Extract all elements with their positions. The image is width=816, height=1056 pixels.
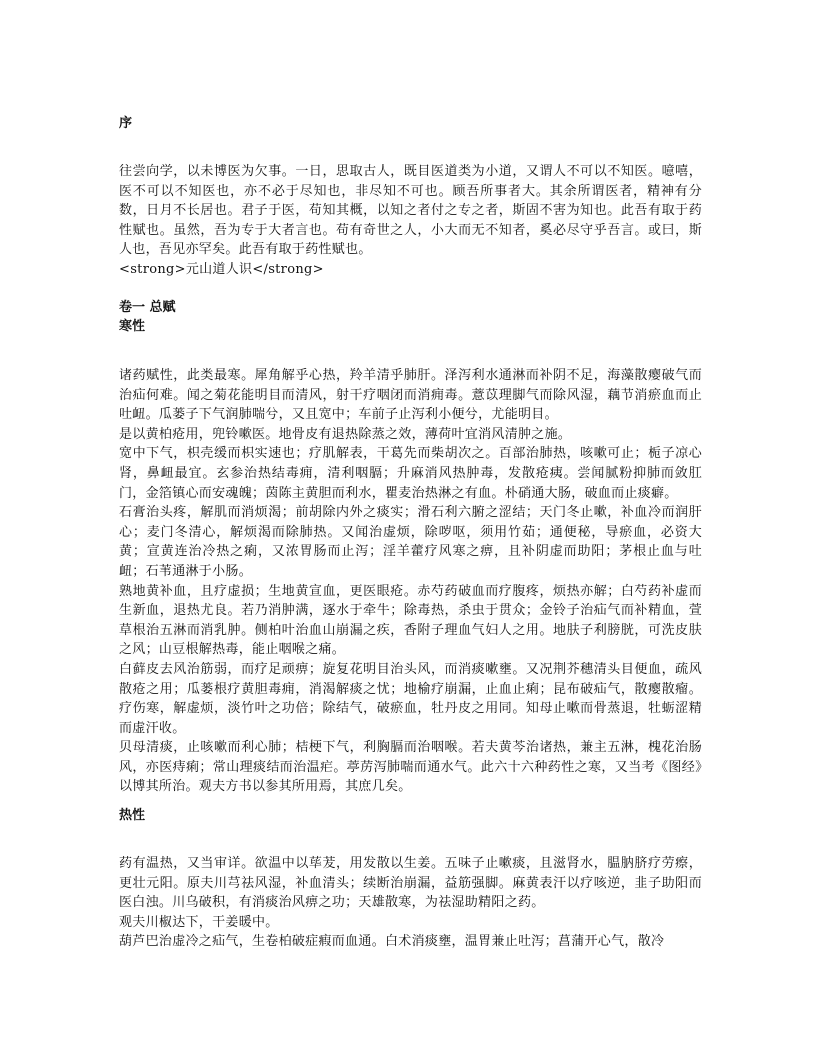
cold-paragraph-3: 宽中下气，枳壳缓而枳实速也；疗肌解表，干葛先而柴胡次之。百部治肺热，咳嗽可止；栀子凉心肾，鼻衄最宜。玄参治热结毒痈，清利咽膈；升麻消风热肿毒，发散疮痍。尝闻腻粉抑肺而敛肛门，金箔镇心而安魂魄；茵陈主黄胆而利水，瞿麦治热淋之有血。朴硝通大肠，破血而止痰癖。	[119, 446, 702, 501]
cold-paragraph-1: 诸药赋性，此类最寒。犀角解乎心热，羚羊清乎肺肝。泽泻利水通淋而补阴不足，海藻散瘿破气而治疝何难。闻之菊花能明目而清风，射干疗咽闭而消痈毒。薏苡理脚气而除风湿，藕节消瘀血而止吐衄。瓜蒌子下气润肺喘兮，又且宽中；车前子止泻利小便兮，尤能明目。	[119, 368, 702, 423]
hot-paragraph-1: 药有温热，又当审详。欲温中以荜茇，用发散以生姜。五味子止嗽痰，且滋肾水，腽肭脐疗劳瘵，更壮元阳。原夫川芎祛风湿，补血清头；续断治崩漏，益筋强脚。麻黄表汗以疗咳逆，韭子助阳而医白浊。川乌破积，有消痰治风痹之功；天雄散寒，为祛湿助精阳之药。	[119, 856, 702, 911]
cold-paragraph-6: 白藓皮去风治筋弱，而疗足顽痹；旋复花明目治头风，而消痰嗽壅。又况荆芥穗清头目便血，疏风散疮之用；瓜蒌根疗黄胆毒痈，消渴解痰之忧；地榆疗崩漏，止血止痢；昆布破疝气，散瘿散瘤。疗伤寒，解虚烦，淡竹叶之功倍；除结气，破瘀血，牡丹皮之用同。知母止嗽而骨蒸退，牡蛎涩精而虚汗收。	[119, 661, 702, 736]
hot-paragraph-2: 观夫川椒达下，干姜暖中。	[119, 914, 279, 930]
hot-paragraph-3: 葫芦巴治虚冷之疝气，生卷柏破症瘕而血通。白术消痰壅，温胃兼止吐泻；菖蒲开心气，散冷	[119, 934, 665, 950]
cold-paragraph-5: 熟地黄补血，且疗虚损；生地黄宣血，更医眼疮。赤芍药破血而疗腹疼，烦热亦解；白芍药补虚而生新血，退热尤良。若乃消肿满，逐水于牵牛；除毒热，杀虫于贯众；金铃子治疝气而补精血，萱草根治五淋而消乳肿。侧柏叶治血山崩漏之疾，香附子理血气妇人之用。地肤子利膀胱，可洗皮肤之风；山豆根解热毒，能止咽喉之痛。	[119, 583, 702, 658]
cold-paragraph-2: 是以黄柏疮用，兜铃嗽医。地骨皮有退热除蒸之效，薄荷叶宜消风清肿之施。	[119, 426, 572, 442]
cold-paragraph-4: 石膏治头疼，解肌而消烦渴；前胡除内外之痰实；滑石利六腑之涩结；天门冬止嗽，补血冷而润肝心；麦门冬清心，解烦渴而除肺热。又闻治虚烦，除哕呕，须用竹茹；通便秘，导瘀血，必资大黄；宣黄连治冷热之痢，又浓胃肠而止泻；淫羊藿疗风寒之痹，且补阴虚而助阳；茅根止血与吐衄；石苇通淋于小肠。	[119, 505, 702, 579]
volume-title: 卷一 总赋	[119, 300, 176, 315]
preface-section	[119, 162, 702, 280]
preface-signature: <strong>元山道人识</strong>	[119, 261, 324, 277]
cold-section	[119, 366, 702, 797]
preface-body: 往尝向学，以未博医为欠事。一日，思取古人，既目医道类为小道，又谓人不可以不知医。噫嘻，医不可以不知医也，亦不必于尽知也，非尽知不可也。顾吾所事者大。其余所谓医者，精神有分数，日月不长居也。君子于医，苟知其概，以知之者付之专之者，斯固不害为知也。此吾有取于药性赋也。虽然，吾为专于大者言也。苟有奇世之人，小大而无不知者，奚必尽守乎吾言。或曰，斯人也，吾见亦罕矣。此吾有取于药性赋也。	[119, 164, 702, 258]
preface-title: 序	[119, 116, 133, 131]
cold-paragraph-7: 贝母清痰，止咳嗽而利心肺；桔梗下气，利胸膈而治咽喉。若夫黄芩治诸热，兼主五淋，槐花治肠风，亦医痔痢；常山理痰结而治温疟。葶苈泻肺喘而通水气。此六十六种药性之寒，又当考《图经》以博其所治。观夫方书以参其所用焉，其庶几矣。	[119, 740, 702, 795]
hot-section	[119, 854, 702, 952]
cold-section-title: 寒性	[119, 319, 146, 334]
hot-section-title: 热性	[119, 808, 146, 823]
